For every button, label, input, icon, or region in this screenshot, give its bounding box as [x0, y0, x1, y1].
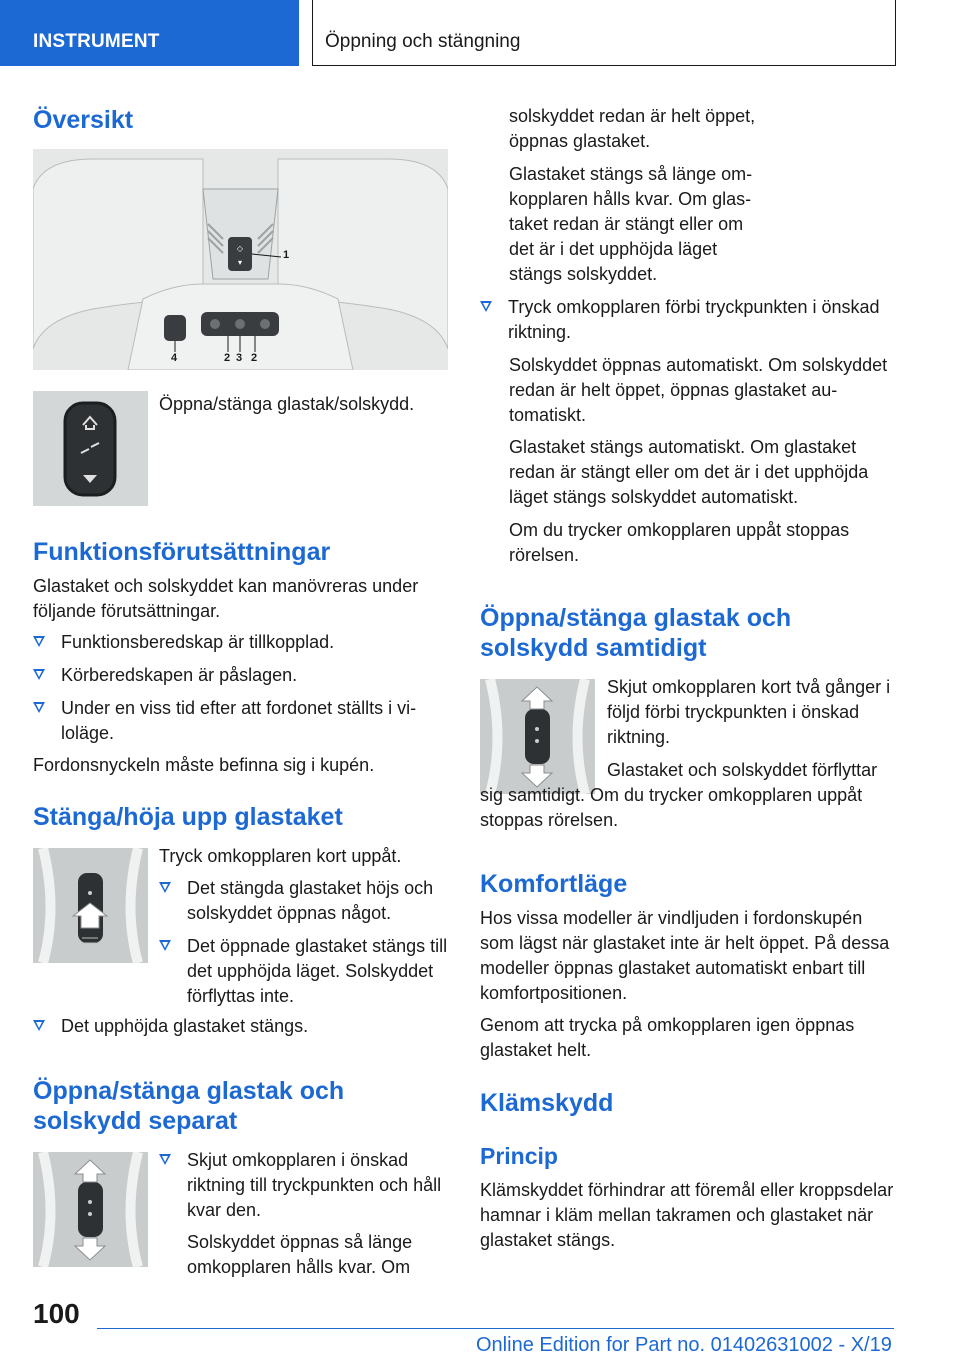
separate-list: [159, 1148, 449, 1223]
list-item: Under en viss tid efter att fordonet ställts i viloläge.: [33, 696, 448, 746]
callout-2a: 2: [224, 352, 231, 364]
comfort-p2: Genom att trycka på omkopplaren igen öppnas glastaket helt.: [480, 1015, 855, 1060]
separate-heading: Öppna/stänga glastak och solskydd separat: [33, 1077, 345, 1135]
triangle-bullet-icon: [159, 1154, 171, 1165]
separate-p2: Glastaket stängs så länge omkopplaren hålls kvar. Om glastaket redan är stängt eller om det är i det upphöjda läget stängs solskyddet.: [509, 164, 753, 284]
separate-p4: Glastaket stängs automatiskt. Om glastaket redan är stängt eller om det är i det upphöjda läget stängs solskyddet automatiskt.: [509, 437, 869, 507]
list-item: Körberedskapen är påslagen.: [33, 663, 448, 688]
prereq-note: Fordonsnyckeln måste befinna sig i kupén.: [33, 755, 375, 775]
svg-text:◇: ◇: [236, 244, 244, 253]
pinch-subheading: Princip: [480, 1143, 558, 1169]
switch-up-illustration: [33, 848, 148, 963]
footer-edition: Online Edition for Part no. 01402631002 - X/19: [476, 1334, 892, 1356]
triangle-bullet-icon: [33, 702, 45, 713]
pinch-p1: Klämskyddet förhindrar att föremål eller kroppsdelar hamnar i kläm mellan takramen och glastaket när glastaket stängs.: [480, 1180, 894, 1250]
switch-separate-illustration: [33, 1152, 148, 1267]
simultaneous-heading: Öppna/stänga glastak och solskydd samtidigt: [480, 604, 792, 662]
list-item: Skjut omkopplaren i önskad riktning till tryckpunkten och håll kvar den.: [159, 1148, 449, 1223]
simultaneous-p2: Glastaket och solskyddet förflyttar sig samtidigt. Om du trycker omkopplaren uppåt stoppas rörelsen.: [480, 760, 878, 830]
prereq-heading: Funktionsförutsättningar: [33, 538, 331, 566]
list-item: Tryck omkopplaren förbi tryckpunkten i önskad riktning.: [480, 295, 900, 345]
triangle-bullet-icon: [33, 1020, 45, 1031]
switch-illustration: [33, 391, 148, 506]
raise-list: [33, 1014, 448, 1039]
list-item: Det upphöjda glastaket stängs.: [33, 1014, 448, 1039]
separate-p3: Solskyddet öppnas automatiskt. Om solskyddet redan är helt öppet, öppnas glastaket automatiskt.: [509, 355, 888, 425]
page-number: 100: [33, 1298, 80, 1329]
list-item: Det öppnade glastaket stängs till det upphöjda läget. Solskyddet förflyttas inte.: [159, 934, 449, 1009]
prereq-intro: Glastaket och solskyddet kan manövreras under följande förutsättningar.: [33, 576, 419, 621]
separate-p1-left: Solskyddet öppnas så länge omkopplaren hålls kvar. Om: [187, 1232, 413, 1277]
triangle-bullet-icon: [159, 940, 171, 951]
section-tab: INSTRUMENT: [0, 0, 299, 66]
switch-caption: Öppna/stänga glastak/solskydd.: [159, 394, 415, 414]
separate-p1-right: solskyddet redan är helt öppet, öppnas glastaket.: [509, 106, 756, 151]
callout-4: 4: [171, 352, 178, 364]
comfort-heading: Komfortläge: [480, 870, 628, 898]
footer-divider: [97, 1328, 894, 1329]
raise-heading: Stänga/höja upp glastaket: [33, 803, 343, 831]
chapter-title: Öppning och stängning: [312, 0, 896, 66]
overview-heading: Översikt: [33, 106, 134, 134]
pinch-heading: Klämskydd: [480, 1089, 614, 1117]
separate-list-2: [480, 295, 900, 345]
raise-intro: Tryck omkopplaren kort uppåt.: [159, 846, 402, 866]
separate-p5: Om du trycker omkopplaren uppåt stoppas rörelsen.: [509, 520, 850, 565]
prereq-list: [33, 630, 448, 746]
callout-3: 3: [236, 352, 243, 364]
triangle-bullet-icon: [33, 636, 45, 647]
comfort-p1: Hos vissa modeller är vindljuden i fordonskupén som lägst när glastaket inte är helt öppet. På dessa modeller öppnas glastaket automatiskt enbart till komfortpositionen.: [480, 908, 890, 1003]
simultaneous-p1: Skjut omkopplaren kort två gånger i följd förbi tryckpunkten i önskad riktning.: [607, 677, 891, 747]
callout-1: 1: [283, 249, 290, 261]
svg-text:▾: ▾: [237, 258, 243, 267]
list-item: Funktionsberedskap är tillkopplad.: [33, 630, 448, 655]
roof-console-illustration: [33, 149, 448, 370]
triangle-bullet-icon: [159, 882, 171, 893]
raise-sublist: [159, 876, 449, 1009]
list-item: Det stängda glastaket höjs och solskyddet öppnas något.: [159, 876, 449, 926]
triangle-bullet-icon: [480, 301, 492, 312]
callout-2b: 2: [251, 352, 258, 364]
triangle-bullet-icon: [33, 669, 45, 680]
